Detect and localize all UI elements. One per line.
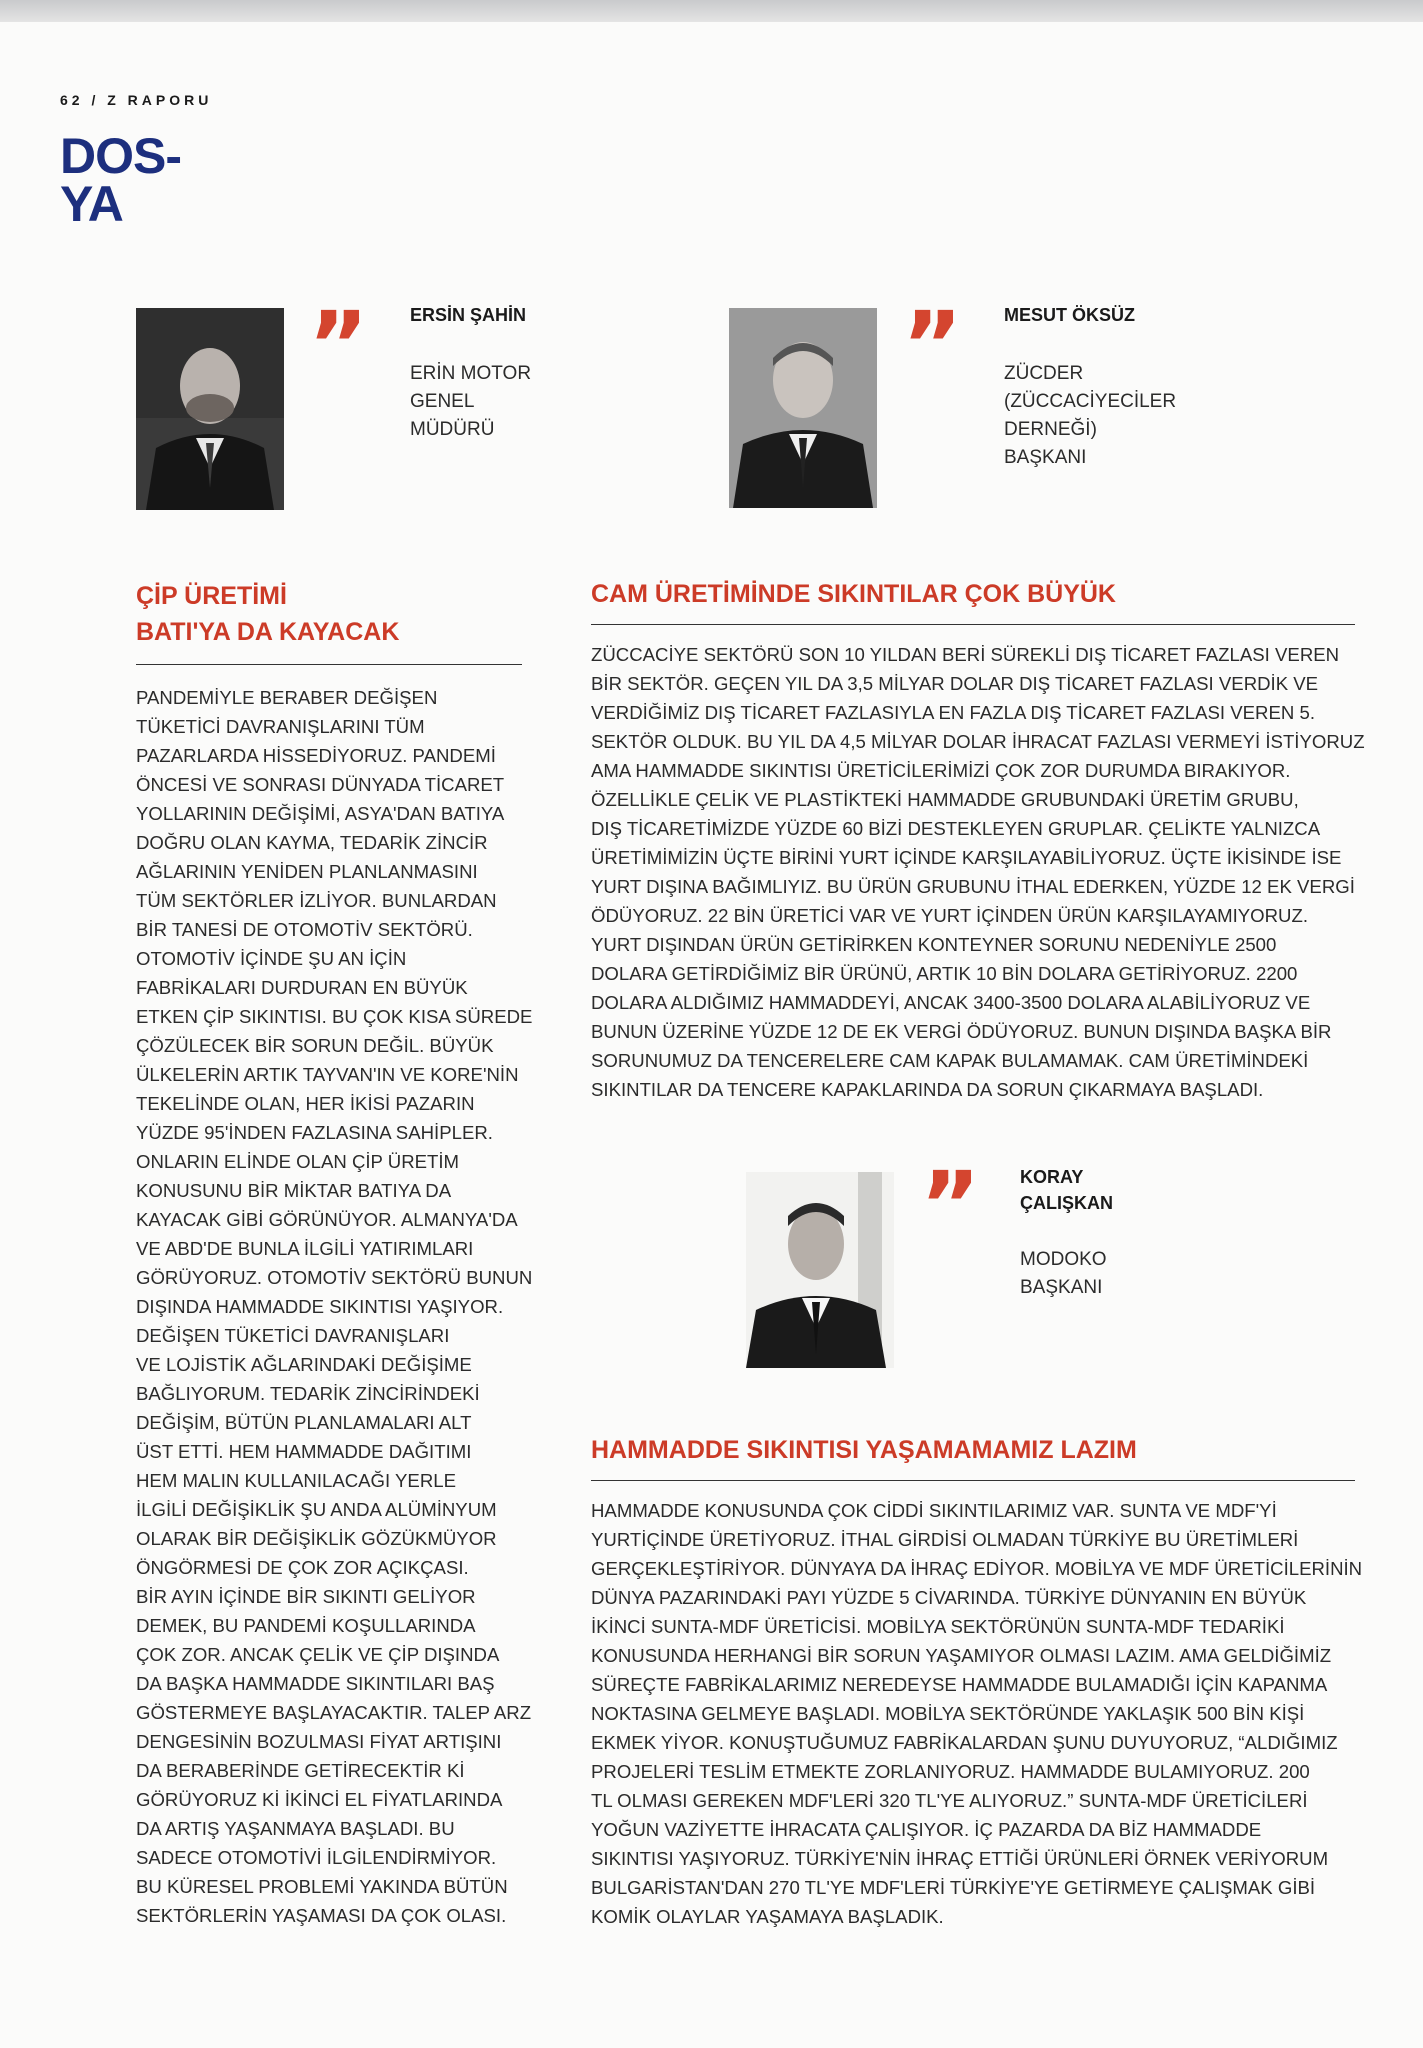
quote-mark-icon: ”	[920, 1152, 971, 1259]
portrait-photo-ersin-sahin	[136, 308, 284, 510]
article-title: CAM ÜRETİMİNDE SIKINTILAR ÇOK BÜYÜK	[591, 580, 1116, 608]
article-title: ÇİP ÜRETİMİ BATI'YA DA KAYACAK	[136, 582, 400, 646]
portrait-photo-mesut-oksuz	[729, 308, 877, 508]
article-body: HAMMADDE KONUSUNDA ÇOK CİDDİ SIKINTILARIMIZ VAR. SUNTA VE MDF'Yİ YURTİÇİNDE ÜRETİYORUZ. İTHAL GİRDİSİ OLMADAN TÜRKİYE BU ÜRETİMLERİ GERÇEKLEŞTİRİYOR. DÜNYAYA DA İHRAÇ EDİYOR. MOBİLYA VE MDF ÜRETİCİLERİNİN DÜNYA PAZARINDAKİ PAYI YÜZDE 5 CİVARINDA. TÜRKİYE DÜNYANIN EN BÜYÜK İKİNCİ SUNTA-MDF ÜRETİCİSİ. MOBİLYA SEKTÖRÜNÜN SUNTA-MDF TEDARİKİ KONUSUNDA HERHANGİ BİR SORUN YAŞAMIYOR OLMASI LAZIM. AMA GELDİĞİMİZ SÜREÇTE FABRİKALARIMIZ NEREDEYSE HAMMADDE BULAMADIĞI İÇİN KAPANMA NOKTASINA GELMEYE BAŞLADI. MOBİLYA SEKTÖRÜNDE YAKLAŞIK 500 BİN KİŞİ EKMEK YİYOR. KONUŞTUĞUMUZ FABRİKALARDAN ŞUNU DUYUYORUZ, “ALDIĞIMIZ PROJELERİ TESLİM ETMEKTE ZORLANIYORUZ. HAMMADDE BULAMIYORUZ. 200 TL OLMASI GEREKEN MDF'LERİ 320 TL'YE ALIYORUZ.” SUNTA-MDF ÜRETİCİLERİ YOĞUN VAZİYETTE İHRACATA ÇALIŞIYOR. İÇ PAZARDA DA BİZ HAMMADDE SIKINTISI YAŞIYORUZ. TÜRKİYE'NİN İHRAÇ ETTİĞİ ÜRÜNLERİ ÖRNEK VERİYORUM BULGARİSTAN'DAN 270 TL'YE MDF'LERİ TÜRKİYE'YE GETİRMEYE ÇALIŞMAK GİBİ KOMİK OLAYLAR YAŞAMAYA BAŞLADIK.	[591, 1500, 1363, 1927]
article-body: ZÜCCACİYE SEKTÖRÜ SON 10 YILDAN BERİ SÜREKLİ DIŞ TİCARET FAZLASI VEREN BİR SEKTÖR. GEÇEN YIL DA 3,5 MİLYAR DOLAR DIŞ TİCARET FAZLASI VERDİK VE VERDİĞİMİZ DIŞ TİCARET FAZLASIYLA EN FAZLA DIŞ TİCARET FAZLASI VEREN 5. SEKTÖR OLDUK. BU YIL DA 4,5 MİLYAR DOLAR İHRACAT FAZLASI VERMEYİ İSTİYORUZ AMA HAMMADDE SIKINTISI ÜRETİCİLERİMİZİ ÇOK ZOR DURUMDA BIRAKIYOR. ÖZELLİKLE ÇELİK VE PLASTİKTEKİ HAMMADDE GRUBUNDAKİ ÜRETİM GRUBU, DIŞ TİCARETİMİZDE YÜZDE 60 BİZİ DESTEKLEYEN GRUPLAR. ÇELİKTE YALNIZCA ÜRETİMİMİZİN ÜÇTE BİRİNİ YURT İÇİNDE KARŞILAYABİLİYORUZ. ÜÇTE İKİSİNDE İSE YURT DIŞINA BAĞIMLIYIZ. BU ÜRÜN GRUBUNU İTHAL EDERKEN, YÜZDE 12 EK VERGİ ÖDÜYORUZ. 22 BİN ÜRETİCİ VAR VE YURT İÇİNDEN ÜRÜN KARŞILAYAMIYORUZ. YURT DIŞINDAN ÜRÜN GETİRİRKEN KONTEYNER SORUNU NEDENİYLE 2500 DOLARA GETİRDİĞİMİZ BİR ÜRÜNÜ, ARTIK 10 BİN DOLARA GETİRİYORUZ. 2200 DOLARA ALDIĞIMIZ HAMMADDEYİ, ANCAK 3400-3500 DOLARA ALABİLİYORUZ VE BUNUN ÜZERİNE YÜZDE 12 DE EK VERGİ ÖDÜYORUZ. BUNUN DIŞINDA BAŞKA BİR SORUNUMUZ DA TENCERELERE CAM KAPAK BULAMAMAK. CAM ÜRETİMİNDEKİ SIKINTILAR DA TENCERE KAPAKLARINDA DA SORUN ÇIKARMAYA BAŞLADI.	[591, 644, 1365, 1100]
article-body: PANDEMİYLE BERABER DEĞİŞEN TÜKETİCİ DAVRANIŞLARINI TÜM PAZARLARDA HİSSEDİYORUZ. PANDEMİ ÖNCESİ VE SONRASI DÜNYADA TİCARET YOLLARININ DEĞİŞİMİ, ASYA'DAN BATIYA DOĞRU OLAN KAYMA, TEDARİK ZİNCİR AĞLARININ YENİDEN PLANLANMASINI TÜM SEKTÖRLER İZLİYOR. BUNLARDAN BİR TANESİ DE OTOMOTİV SEKTÖRÜ. OTOMOTİV İÇİNDE ŞU AN İÇİN FABRİKALARI DURDURAN EN BÜYÜK ETKEN ÇİP SIKINTISI. BU ÇOK KISA SÜREDE ÇÖZÜLECEK BİR SORUN DEĞİL. BÜYÜK ÜLKELERİN ARTIK TAYVAN'IN VE KORE'NİN TEKELİNDE OLAN, HER İKİSİ PAZARIN YÜZDE 95'İNDEN FAZLASINA SAHİPLER. ONLARIN ELİNDE OLAN ÇİP ÜRETİM KONUSUNU BİR MİKTAR BATIYA DA KAYACAK GİBİ GÖRÜNÜYOR. ALMANYA'DA VE ABD'DE BUNLA İLGİLİ YATIRIMLARI GÖRÜYORUZ. OTOMOTİV SEKTÖRÜ BUNUN DIŞINDA HAMMADDE SIKINTISI YAŞIYOR. DEĞİŞEN TÜKETİCİ DAVRANIŞLARI VE LOJİSTİK AĞLARINDAKİ DEĞİŞİME BAĞLIYORUM. TEDARİK ZİNCİRİNDEKİ DEĞİŞİM, BÜTÜN PLANLAMALARI ALT ÜST ETTİ. HEM HAMMADDE DAĞITIMI HEM MALIN KULLANILACAĞI YERLE İLGİLİ DEĞİŞİKLİK ŞU ANDA ALÜMİNYUM OLARAK BİR DEĞİŞİKLİK GÖZÜKMÜYOR ÖNGÖRMESİ DE ÇOK ZOR AÇIKÇASI. BİR AYIN İÇİNDE BİR SIKINTI GELİYOR DEMEK, BU PANDEMİ KOŞULLARINDA ÇOK ZOR. ANCAK ÇELİK VE ÇİP DIŞINDA DA BAŞKA HAMMADDE SIKINTILARI BAŞ GÖSTERMEYE BAŞLAYACAKTIR. TALEP ARZ DENGESİNİN BOZULMASI FİYAT ARTIŞINI DA BERABERİNDE GETİRECEKTİR Kİ GÖRÜYORUZ Kİ İKİNCİ EL FİYATLARINDA DA ARTIŞ YAŞANMAYA BAŞLADI. BU SADECE OTOMOTİVİ İLGİLENDİRMİYOR. BU KÜRESEL PROBLEMİ YAKINDA BÜTÜN SEKTÖRLERİN YAŞAMASI DA ÇOK OLASI.	[136, 687, 533, 1926]
portrait-photo-koray-caliskan	[746, 1172, 894, 1368]
portrait-image	[729, 308, 877, 508]
person-role: MODOKO BAŞKANI	[1020, 1249, 1107, 1298]
portrait-image	[746, 1172, 894, 1368]
title-divider	[591, 624, 1355, 625]
person-name: KORAY ÇALIŞKAN	[1020, 1167, 1113, 1213]
person-role: ERİN MOTOR GENEL MÜDÜRÜ	[410, 363, 532, 440]
person-name: MESUT ÖKSÜZ	[1004, 305, 1136, 325]
page-top-edge	[0, 0, 1423, 22]
section-label: DOS- YA	[60, 128, 181, 232]
title-divider	[591, 1480, 1355, 1481]
page-folio: 62 / Z RAPORU	[60, 92, 213, 108]
title-divider	[136, 664, 522, 665]
person-role: ZÜCDER (ZÜCCACİYECİLER DERNEĞİ) BAŞKANI	[1004, 363, 1177, 468]
article-title: HAMMADDE SIKINTISI YAŞAMAMAMIZ LAZIM	[591, 1436, 1137, 1464]
quote-mark-icon: ”	[902, 292, 953, 399]
quote-mark-icon: ”	[308, 292, 359, 399]
person-name: ERSİN ŞAHİN	[410, 305, 527, 325]
portrait-image	[136, 308, 284, 510]
